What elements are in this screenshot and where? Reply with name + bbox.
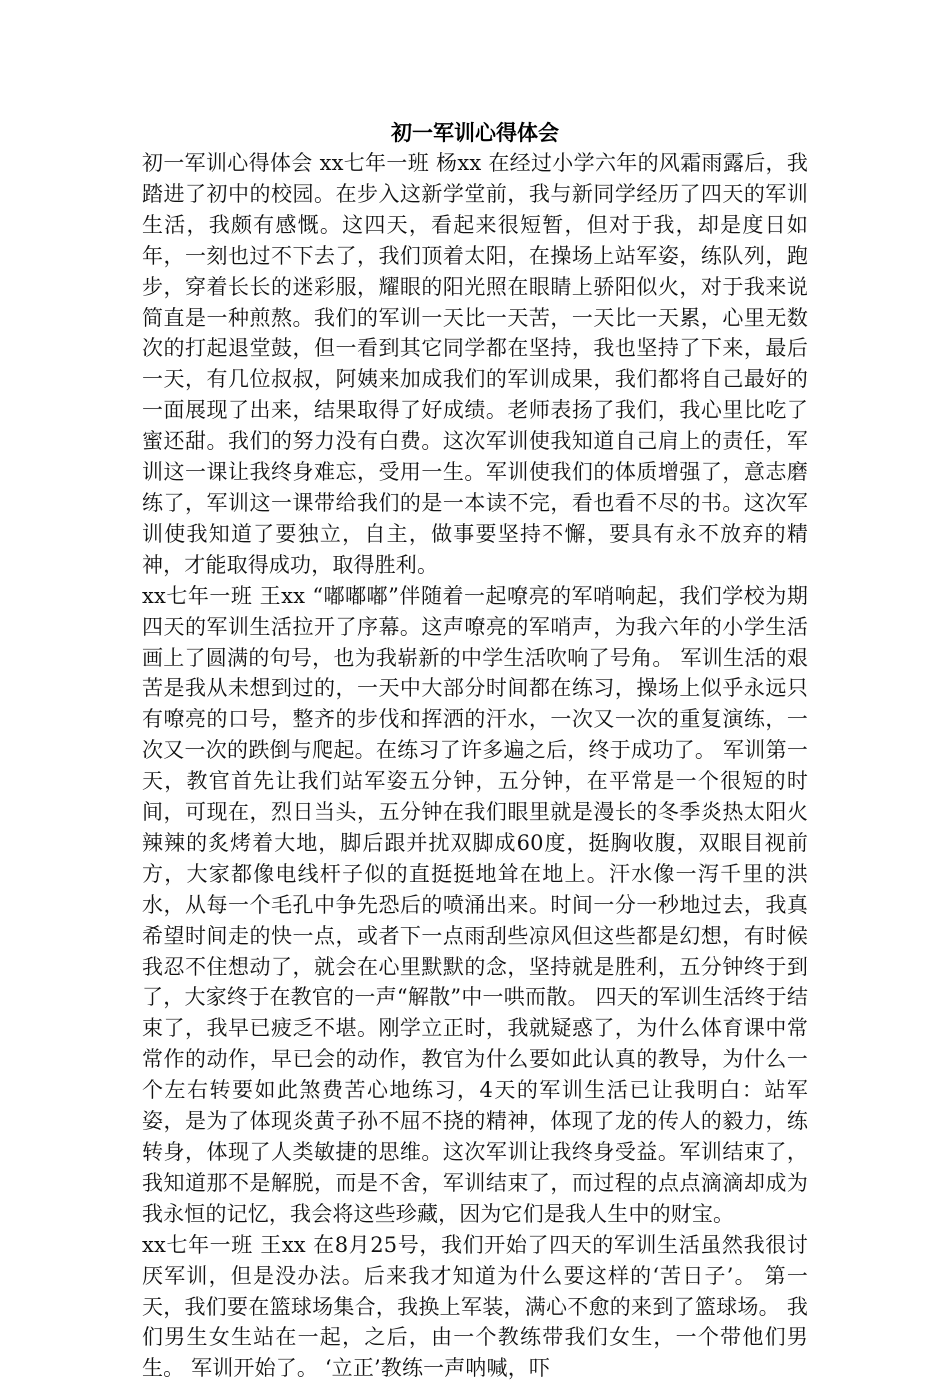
document-page [142,118,808,1384]
body-paragraph-1: 初一军训心得体会 xx七年一班 杨xx 在经过小学六年的风霜雨露后，我踏进了初中的校园。在步入这新学堂前，我与新同学经历了四天的军训生活，我颇有感慨。这四天，看起来很短暂，但对于我，却是度日如年，一刻也过不下去了，我们顶着太阳，在操场上站军姿，练队列，跑步，穿着长长的迷彩服，耀眼的阳光照在眼睛上骄阳似火，对于我来说简直是一种煎熬。我们的军训一天比一天苦，一天比一天累，心里无数次的打起退堂鼓，但一看到其它同学都在坚持，我也坚持了下来，最后一天，有几位叔叔，阿姨来加成我们的军训成果，我们都将自己最好的一面展现了出来，结果取得了好成绩。老师表扬了我们，我心里比吃了蜜还甜。我们的努力没有白费。这次军训使我知道自己肩上的责任，军训这一课让我终身难忘，受用一生。军训使我们的体质增强了，意志磨练了，军训这一课带给我们的是一本读不完，看也看不尽的书。这次军训使我知道了要独立，自主，做事要坚持不懈，要具有永不放弃的精神，才能取得成功，取得胜利。 [142,151,808,577]
document-title: 初一军训心得体会 [391,120,559,145]
body-paragraph-3: xx七年一班 王xx 在8月25号，我们开始了四天的军训生活虽然我很讨厌军训，但是没办法。后来我才知道为什么要这样的‘苦日子’。 第一天，我们要在篮球场集合，我换上军装，满心不愈的来到了篮球场。 我们男生女生站在一起，之后，由一个教练带我们女生，一个带他们男生。 军训开始了。 ‘立正’教练一声呐喊，吓 [142,1232,808,1381]
body-paragraph-2: xx七年一班 王xx “嘟嘟嘟”伴随着一起嘹亮的军哨响起，我们学校为期四天的军训生活拉开了序幕。这声嘹亮的军哨声，为我六年的小学生活画上了圆满的句号，也为我崭新的中学生活吹响了号角。 军训生活的艰苦是我从未想到过的，一天中大部分时间都在练习，操场上似乎永远只有嘹亮的口号，整齐的步伐和挥洒的汗水，一次又一次的重复演练，一次又一次的跌倒与爬起。在练习了许多遍之后，终于成功了。 军训第一天，教官首先让我们站军姿五分钟，五分钟，在平常是一个很短的时间，可现在，烈日当头，五分钟在我们眼里就是漫长的冬季炎热太阳火辣辣的炙烤着大地，脚后跟并扰双脚成60度，挺胸收腹，双眼目视前方，大家都像电线杆子似的直挺挺地耸在地上。汗水像一泻千里的洪水，从每一个毛孔中争先恐后的喷涌出来。时间一分一秒地过去，我真希望时间走的快一点，或者下一点雨刮些凉风但这些都是幻想，有时候我忍不住想动了，就会在心里默默的念，坚持就是胜利，五分钟终于到了，大家终于在教官的一声“解散”中一哄而散。 四天的军训生活终于结束了，我早已疲乏不堪。刚学立正时，我就疑惑了，为什么体育课中常常作的动作，早已会的动作，教官为什么要如此认真的教导，为什么一个左右转要如此煞费苦心地练习，4天的军训生活已让我明白：站军姿，是为了体现炎黄子孙不屈不挠的精神，体现了龙的传人的毅力，练转身，体现了人类敏捷的思维。这次军训让我终身受益。军训结束了，我知道那不是解脱，而是不舍，军训结束了，而过程的点点滴滴却成为我永恒的记忆，我会将这些珍藏，因为它们是我人生中的财宝。 [142,583,808,1226]
